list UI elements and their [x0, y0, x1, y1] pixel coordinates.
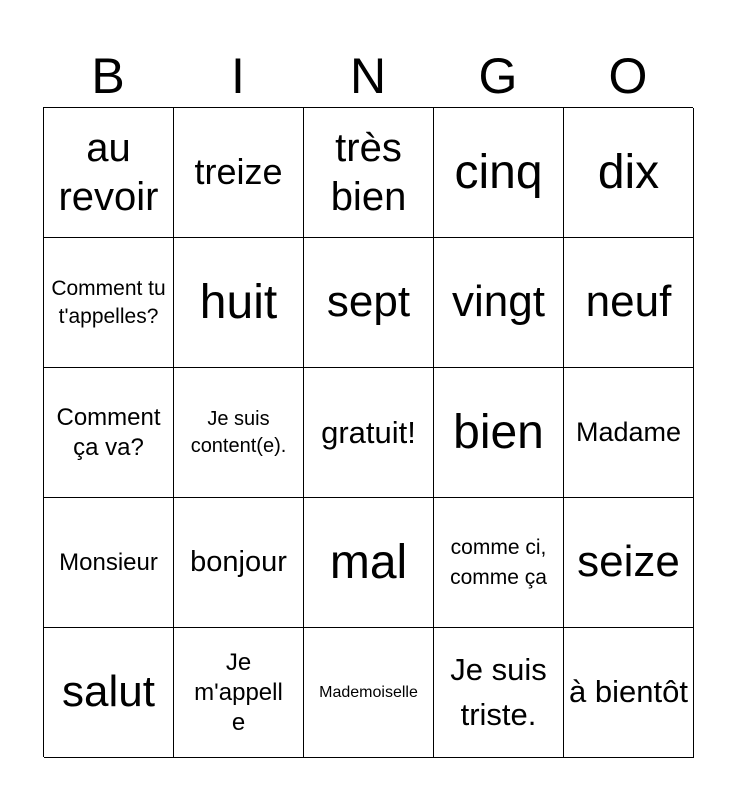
cell-label: à bientôt [569, 674, 688, 710]
cell-label: mal [329, 535, 408, 589]
cell-label: bonjour [190, 546, 287, 579]
bingo-cell-r1-c3[interactable] [304, 108, 434, 238]
cell-label: treize [194, 151, 283, 193]
cell-label: Je m'appelle [194, 648, 283, 736]
cell-label: Mademoiselle [319, 683, 418, 701]
cell-label: cinq [454, 145, 543, 199]
bingo-cell-r2-c1[interactable] [44, 238, 174, 368]
header-letter-n: N [349, 48, 387, 104]
bingo-cell-r3-c1[interactable] [44, 368, 174, 498]
bingo-cell-r2-c2[interactable] [174, 238, 304, 368]
bingo-cell-r1-c2[interactable] [174, 108, 304, 238]
bingo-cell-r4-c4[interactable] [434, 498, 564, 628]
cell-label: salut [62, 667, 155, 717]
cell-label: Comment ça va? [56, 403, 161, 461]
bingo-cell-r1-c1[interactable] [44, 108, 174, 238]
bingo-cell-r4-c3[interactable] [304, 498, 434, 628]
cell-label: au revoir [58, 125, 159, 219]
cell-label: comme ci, comme ça [450, 536, 547, 589]
bingo-cell-r3-c3[interactable] [304, 368, 434, 498]
cell-label: vingt [452, 277, 545, 327]
cell-label: gratuit! [321, 414, 416, 450]
bingo-cell-r5-c4[interactable] [434, 628, 564, 758]
cell-label: Comment tu t'appelles? [51, 277, 166, 328]
bingo-cell-r3-c5[interactable] [564, 368, 694, 498]
bingo-cell-r1-c5[interactable] [564, 108, 694, 238]
bingo-board [43, 107, 693, 757]
cell-label: Monsieur [59, 548, 158, 576]
bingo-cell-r4-c1[interactable] [44, 498, 174, 628]
cell-label: bien [453, 405, 544, 459]
bingo-cell-r2-c4[interactable] [434, 238, 564, 368]
cell-label: Madame [575, 417, 682, 448]
cell-label: très bien [330, 125, 407, 219]
bingo-cell-r4-c2[interactable] [174, 498, 304, 628]
bingo-cell-r5-c5[interactable] [564, 628, 694, 758]
bingo-cell-r5-c2[interactable] [174, 628, 304, 758]
cell-label: dix [597, 145, 660, 199]
bingo-cell-r3-c2[interactable] [174, 368, 304, 498]
header-letter-i: I [231, 48, 245, 104]
bingo-cell-r5-c1[interactable] [44, 628, 174, 758]
bingo-cell-r2-c5[interactable] [564, 238, 694, 368]
bingo-cell-r4-c5[interactable] [564, 498, 694, 628]
bingo-cell-r1-c4[interactable] [434, 108, 564, 238]
cell-label: sept [326, 277, 411, 327]
cell-label: Je suis content(e). [190, 407, 287, 457]
bingo-cell-r3-c4[interactable] [434, 368, 564, 498]
header-letter-o: O [608, 48, 648, 104]
cell-label: neuf [585, 277, 672, 327]
header-letter-b: B [91, 48, 125, 104]
bingo-header [43, 45, 693, 107]
cell-label: huit [199, 275, 278, 329]
cell-label: Je suis triste. [450, 652, 547, 732]
bingo-cell-r5-c3[interactable] [304, 628, 434, 758]
bingo-cell-r2-c3[interactable] [304, 238, 434, 368]
header-letter-g: G [478, 48, 518, 104]
cell-label: seize [577, 537, 680, 587]
